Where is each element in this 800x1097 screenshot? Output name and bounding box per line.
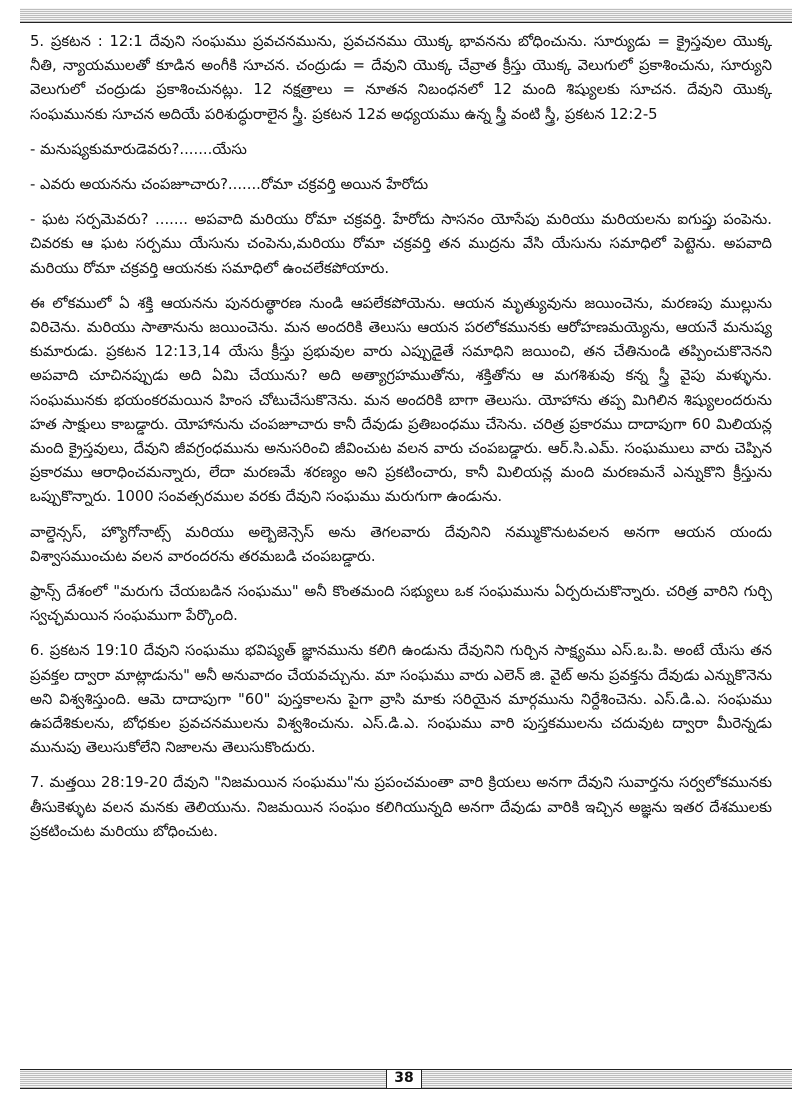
paragraph-7-matthew-28-19: 7. మత్తయి 28:19-20 దేవుని "నిజమయిన సంఘము"ను ప్రపంచమంతా వారి క్రియలు అనగా దేవుని సువార్తను సర్వలోకమునకు తీసుకెళ్ళుట వలన మనకు తెలియును. నిజమయిన సంఘం కలిగియున్నది అనగా దేవుడు వారికి ఇచ్చిన అజ్ఞను ఇతర దేశములకు ప్రకటించుట మరియు బోధించుట. [30,774,772,840]
top-header-rule [20,8,792,23]
paragraph-france-hidden-church: ఫ్రాన్స్ దేశంలో "మరుగు చేయబడిన సంఘము" అనీ కొంతమంది సభ్యులు ఒక సంఘమును ఏర్పరుచుకొన్నారు. చరిత్ర వారిని గుర్చి స్వచ్ఛమయిన సంఘముగా పేర్కొంది. [30,583,772,625]
paragraph-waldenses: వాల్డెన్సస్, హ్యొగోనాట్స్ మరియు అల్బెజెన్సెస్ అను తెగలవారు దేవునిని నమ్ముకొనుటవలన అనగా ఆయన యందు విశ్వాసముంచుట వలన వారందరను తరమబడి చంపబడ్డారు. [30,523,772,565]
paragraph-son-of-man: - మనుష్యకుమారుడెవరు?.......యేసు [30,140,247,158]
paragraph-who-tried-to-kill: - ఎవరు అయనను చంపజూచారు?.......రోమా చక్రవర్తి అయిన హేరోదు [30,176,429,194]
page-number: 38 [386,1069,422,1089]
paragraph-6-revelation-19-10: 6. ప్రకటన 19:10 దేవుని సంఘము భవిష్యత్ జ్ఞానమును కలిగి ఉండును దేవునిని గుర్చిన సాక్ష్యము ఎస్.ఒ.పి. అంటే యేసు తన ప్రవక్తల ద్వారా మాట్లాడును" అనీ అనువాదం చేయవచ్చును. మా సంఘము వారు ఎలెన్ జి. వైట్ అను ప్రవక్తను దేవుడు ఎన్నుకొనెను అని విశ్వశిస్తుంది. ఆమె దాదాపుగా "60" పుస్తకాలను పైగా వ్రాసి మాకు సరియైన మార్గమును నిర్దేశించెను. ఎస్.డి.ఎ. సంఘము ఉపదేశికులను, బోధకుల ప్రవచనములను విశ్వశించును. ఎస్.డి.ఎ. సంఘము వారి పుస్తకములను చదువుట ద్వారా మీరెన్నడు మునుపు తెలుసుకోలేని నిజాలను తెలుసుకొందురు. [30,642,772,757]
paragraph-resurrection: ఈ లోకములో ఏ శక్తి ఆయనను పునరుత్థారణ నుండి ఆపలేకపోయెను. ఆయన మృత్యువును జయించెను, మరణపు ముల్లును విరిచెను. మరియు సాతానును జయించెను. మన అందరికి తెలుసు ఆయన పరలోకమునకు ఆరోహణమయ్యెను, ఆయనే మనుష్య కుమారుడు. ప్రకటన 12:13,14 యేసు క్రీస్తు ప్రభువుల వారు ఎప్పుడైతే సమాధిని జయించి, తన చేతినుండి తప్పించుకొనెనని అపవాది చూచినప్పుడు అది ఏమి చేయును? అది అత్యాగ్రహముతోను, శక్తితోను ఆ మగశిశువు కన్న స్త్రీ వైపు మళ్ళును. సంఘమునకు భయంకరమయిన హింస చోటుచేసుకొనెను. మన అందరికి బాగా తెలుసు. యోహాను తప్ప మిగిలిన శిష్యులందరును హత సాక్షులు కాబడ్డారు. యోహానును చంపజూచారు కానీ దేవుడు ప్రతిబంధము చేసెను. చరిత్ర ప్రకారము దాదాపుగా 60 మిలియన్ల మంది క్రైస్తవులు, దేవుని జీవగ్రంధమును అనుసరించి జీవించుట వలన వారు చంపబడ్డారు. ఆర్.సి.ఎమ్. సంఘములు వారు చెప్పిన ప్రకారము ఆరాధించమన్నారు, లేదా మరణమే శరణ్యం అని ప్రకటించారు, కానీ మిలియన్ల మంది మరణమనే ఎన్నుకొని క్రీస్తును ఒప్పుకొన్నారు. 1000 సంవత్సరముల వరకు దేవుని సంఘము మరుగుగా ఉండును. [30,294,772,506]
paragraph-5-revelation-12-1: 5. ప్రకటన : 12:1 దేవుని సంఘము ప్రవచనమును, ప్రవచనము యొక్క భావనను బోధించును. సూర్యుడు = క్రైస్తవుల యొక్క నీతి, న్యాయములతో కూడిన అంగీకి సూచన. చంద్రుడు = దేవుని యొక్క చేవ్రాత క్రీస్తు యొక్క వెలుగులో ప్రకాశించును, సూర్యుని వెలుగులో చంద్రుడు ప్రకాశించునట్లు. 12 నక్షత్రాలు = నూతన నిబంధనలో 12 మంది శిష్యులకు సూచన. దేవుని యొక్క సంఘమునకు సూచన అదియే పరిశుద్ధురాలైన స్త్రీ. ప్రకటన 12వ అధ్యయము ఉన్న స్త్రీ వంటి స్త్రీ, ప్రకటన 12:2-5 [30,33,772,123]
paragraph-dragon: - ఘట సర్పమెవరు? ....... అపవాది మరియు రోమా చక్రవర్తి. హేరోదు సాసనం యోసేపు మరియు మరియలను ఐగుప్తు పంపెను. చివరకు ఆ ఘట సర్పము యేసును చంపెను,మరియు రోమా చక్రవర్తి తన ముద్రను వేసి యేసును సమాధిలో పెట్టెను. అపవాది మరియు రోమా చక్రవర్తి ఆయనకు సమాధిలో ఉంచలేకపోయారు. [30,211,772,277]
page-body [30,30,772,1060]
